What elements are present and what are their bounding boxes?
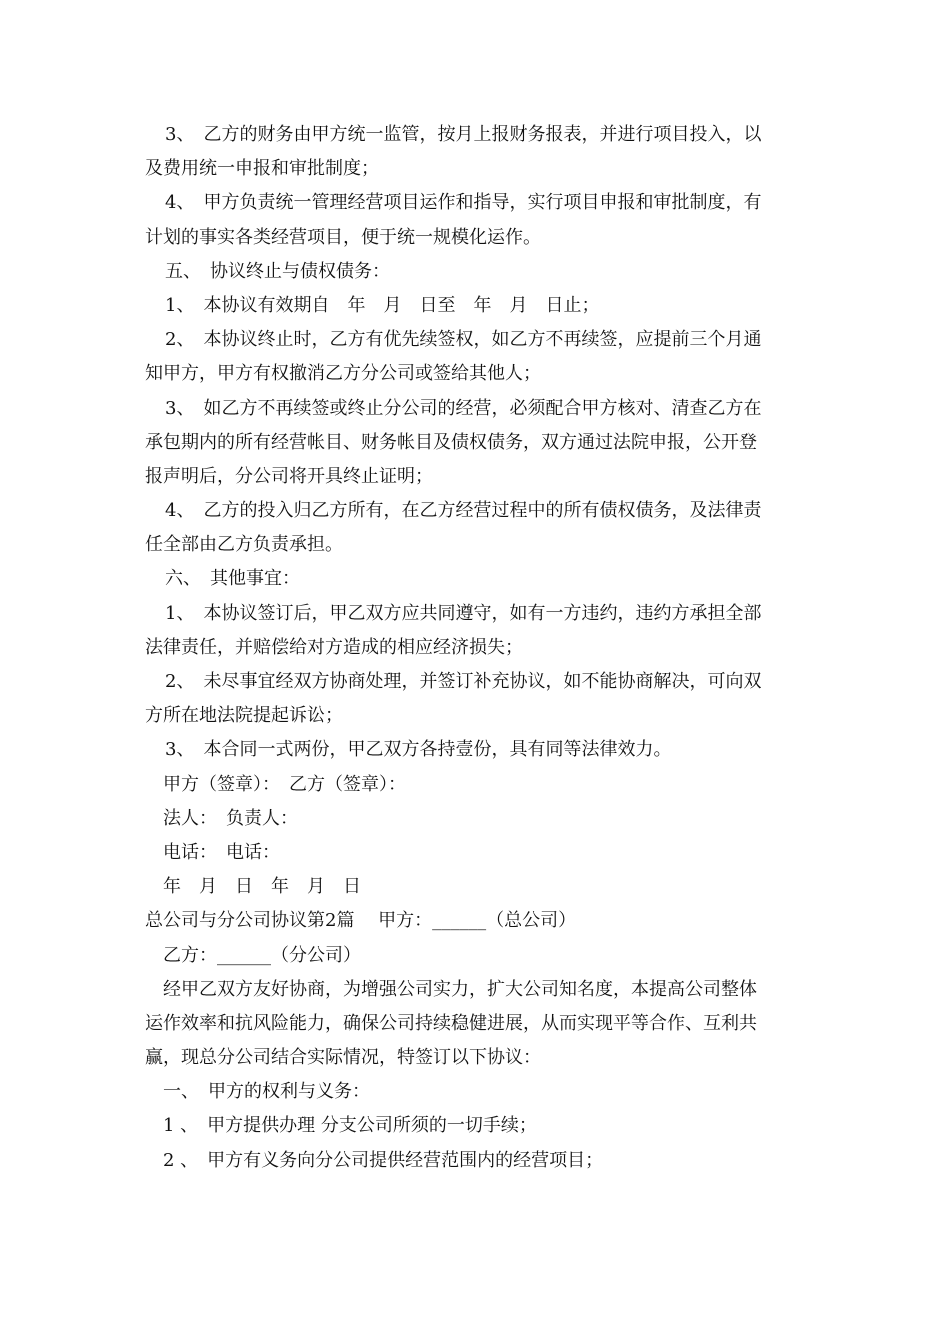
text-line: 任全部由乙方负责承担。	[145, 534, 343, 556]
text-line: 法人： 负责人：	[163, 807, 298, 829]
text-line: 1 、 甲方提供办理 分支公司所须的一切手续；	[163, 1115, 537, 1137]
text-line: 一、 甲方的权利与义务：	[163, 1081, 370, 1103]
text-line: 2、 本协议终止时，乙方有优先续签权，如乙方不再续签，应提前三个月通	[165, 329, 762, 351]
text-line: 1、 本协议签订后，甲乙双方应共同遵守，如有一方违约，违约方承担全部	[165, 602, 762, 624]
text-line: 3、 本合同一式两份，甲乙双方各持壹份，具有同等法律效力。	[165, 739, 672, 761]
text-line: 电话： 电话：	[163, 841, 280, 863]
text-line: 经甲乙双方友好协商，为增强公司实力，扩大公司知名度，本提高公司整体	[163, 978, 757, 1000]
text-line: 3、 乙方的财务由甲方统一监管，按月上报财务报表，并进行项目投入，以	[165, 124, 762, 145]
text-line: 计划的事实各类经营项目，便于统一规模化运作。	[145, 226, 541, 248]
text-line: 3、 如乙方不再续签或终止分公司的经营，必须配合甲方核对、清查乙方在	[165, 397, 762, 419]
text-line: 及费用统一申报和审批制度；	[145, 158, 379, 180]
text-line: 2 、 甲方有义务向分公司提供经营范围内的经营项目；	[163, 1149, 604, 1171]
text-line: 承包期内的所有经营帐目、财务帐目及债权债务，双方通过法院申报，公开登	[145, 431, 757, 453]
text-line: 知甲方，甲方有权撤消乙方分公司或签给其他人；	[145, 363, 541, 385]
text-line: 年 月 日 年 月 日	[163, 876, 361, 898]
text-line: 五、 协议终止与债权债务：	[165, 260, 390, 282]
document-body	[145, 118, 805, 1178]
text-line: 赢，现总分公司结合实际情况，特签订以下协议：	[145, 1047, 541, 1069]
text-line: 1、 本协议有效期自 年 月 日至 年 月 日止；	[165, 294, 600, 316]
text-line: 2、 未尽事宜经双方协商处理，并签订补充协议，如不能协商解决，可向双	[165, 671, 762, 692]
text-line: 总公司与分公司协议第2篇 甲方：______（总公司）	[145, 910, 577, 932]
text-line: 运作效率和抗风险能力，确保公司持续稳健进展，从而实现平等合作、互利共	[145, 1012, 757, 1034]
text-line: 法律责任，并赔偿给对方造成的相应经济损失；	[145, 636, 523, 658]
text-line: 乙方：______（分公司）	[163, 944, 361, 966]
text-line: 六、 其他事宜：	[165, 568, 300, 590]
text-line: 报声明后，分公司将开具终止证明；	[145, 465, 433, 487]
text-line: 甲方（签章）： 乙方（签章）：	[163, 773, 406, 795]
text-line: 4、 甲方负责统一管理经营项目运作和指导，实行项目申报和审批制度，有	[165, 192, 762, 214]
text-line: 方所在地法院提起诉讼；	[145, 705, 343, 727]
text-line: 4、 乙方的投入归乙方所有，在乙方经营过程中的所有债权债务，及法律责	[165, 500, 762, 522]
